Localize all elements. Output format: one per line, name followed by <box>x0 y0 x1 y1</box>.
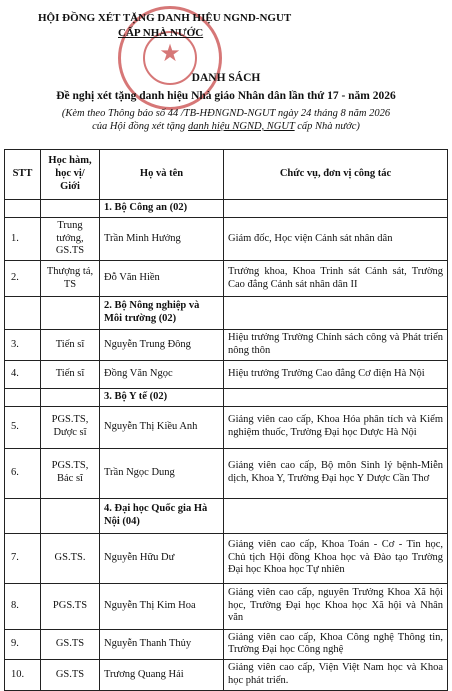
table-row <box>5 406 448 448</box>
row-degree: GS.TS <box>41 629 100 660</box>
reference-prefix: của Hội đồng xét tặng <box>92 121 189 132</box>
row-name: Đồng Văn Ngọc <box>100 360 224 388</box>
row-position: Giảng viên cao cấp, Khoa Toán - Cơ - Tin học, Chủ tịch Hội đồng Khoa học và Đào tạo Trường Đại học Khoa học Tự nhiên <box>224 533 448 583</box>
row-name: Nguyễn Thị Kim Hoa <box>100 583 224 629</box>
group-label: 4. Đại học Quốc gia Hà Nội (04) <box>100 498 224 533</box>
row-stt: 1. <box>5 217 41 260</box>
nominee-table <box>4 149 448 691</box>
group-empty-cell <box>5 498 41 533</box>
table-row <box>5 448 448 498</box>
row-stt: 6. <box>5 448 41 498</box>
group-label: 3. Bộ Y tế (02) <box>100 388 224 406</box>
row-degree: PGS.TS, Dược sĩ <box>41 406 100 448</box>
row-name: Trần Ngọc Dung <box>100 448 224 498</box>
row-name: Nguyễn Thị Kiều Anh <box>100 406 224 448</box>
row-name: Nguyễn Hữu Dư <box>100 533 224 583</box>
group-empty-cell <box>5 388 41 406</box>
col-header-degree: Học hàm, học vị/ Giới <box>41 150 100 200</box>
group-empty-cell <box>224 297 448 330</box>
state-seal-icon: ★ <box>118 6 222 110</box>
group-label: 2. Bộ Nông nghiệp và Môi trường (02) <box>100 297 224 330</box>
row-degree: Tiến sĩ <box>41 330 100 361</box>
row-position: Hiệu trưởng Trường Chính sách công và Phát triển nông thôn <box>224 330 448 361</box>
group-empty-cell <box>224 200 448 218</box>
row-stt: 7. <box>5 533 41 583</box>
group-empty-cell <box>224 498 448 533</box>
col-header-stt: STT <box>5 150 41 200</box>
table-row <box>5 583 448 629</box>
group-empty-cell <box>41 297 100 330</box>
row-stt: 9. <box>5 629 41 660</box>
row-degree: Thượng tá, TS <box>41 261 100 297</box>
row-name: Đỗ Văn Hiền <box>100 261 224 297</box>
reference-suffix: cấp Nhà nước) <box>294 121 360 132</box>
group-empty-cell <box>41 498 100 533</box>
row-position: Hiệu trưởng Trường Cao đẳng Cơ điện Hà Nội <box>224 360 448 388</box>
group-empty-cell <box>41 388 100 406</box>
row-degree: GS.TS. <box>41 533 100 583</box>
document-title: DANH SÁCH <box>191 72 261 84</box>
row-degree: PGS.TS <box>41 583 100 629</box>
reference-underlined: danh hiệu NGND, NGUT <box>188 121 295 132</box>
table-row <box>5 261 448 297</box>
group-empty-cell <box>224 388 448 406</box>
table-row <box>5 360 448 388</box>
document-subtitle: Đề nghị xét tặng danh hiệu Nhà giáo Nhân dân lần thứ 17 - năm 2026 <box>56 90 396 102</box>
col-header-name: Họ và tên <box>100 150 224 200</box>
row-stt: 5. <box>5 406 41 448</box>
table-body <box>5 200 448 691</box>
table-header-row <box>5 150 448 200</box>
reference-line2 <box>0 121 452 132</box>
row-stt: 2. <box>5 261 41 297</box>
row-stt: 10. <box>5 660 41 691</box>
table-row <box>5 217 448 260</box>
group-empty-cell <box>5 200 41 218</box>
row-position: Giảng viên cao cấp, Bộ môn Sinh lý bệnh-Miễn dịch, Khoa Y, Trường Đại học Y Dược Cần Thơ <box>224 448 448 498</box>
row-degree: PGS.TS, Bác sĩ <box>41 448 100 498</box>
table-row <box>5 629 448 660</box>
table-row <box>5 533 448 583</box>
row-name: Trương Quang Hải <box>100 660 224 691</box>
row-degree: GS.TS <box>41 660 100 691</box>
table-row <box>5 660 448 691</box>
row-name: Nguyễn Thanh Thủy <box>100 629 224 660</box>
row-degree: Tiến sĩ <box>41 360 100 388</box>
group-label: 1. Bộ Công an (02) <box>100 200 224 218</box>
table-row <box>5 330 448 361</box>
row-stt: 3. <box>5 330 41 361</box>
group-row <box>5 388 448 406</box>
row-stt: 4. <box>5 360 41 388</box>
group-empty-cell <box>41 200 100 218</box>
row-stt: 8. <box>5 583 41 629</box>
org-name-line2: CẤP NHÀ NƯỚC <box>118 27 204 39</box>
reference-line1: (Kèm theo Thông báo số 44 /TB-HĐNGND-NGUT ngày 24 tháng 8 năm 2026 <box>61 108 391 119</box>
row-position: Giám đốc, Học viện Cảnh sát nhân dân <box>224 217 448 260</box>
row-position: Giảng viên cao cấp, Khoa Hóa phân tích và Kiểm nghiệm thuốc, Trường Đại học Dược Hà Nội <box>224 406 448 448</box>
row-position: Giảng viên cao cấp, Viện Việt Nam học và Khoa học phát triển. <box>224 660 448 691</box>
group-empty-cell <box>5 297 41 330</box>
org-name-line1: HỘI ĐỒNG XÉT TẶNG DANH HIỆU NGND-NGUT <box>38 12 292 24</box>
col-header-position: Chức vụ, đơn vị công tác <box>224 150 448 200</box>
row-name: Nguyễn Trung Đông <box>100 330 224 361</box>
row-position: Giảng viên cao cấp, Khoa Công nghệ Thông tin, Trường Đại học Công nghệ <box>224 629 448 660</box>
row-position: Trưởng khoa, Khoa Trinh sát Cảnh sát, Trường Cao đẳng Cảnh sát nhân dân II <box>224 261 448 297</box>
group-row <box>5 297 448 330</box>
row-position: Giảng viên cao cấp, nguyên Trưởng Khoa Xã hội học, Trường Đại học Khoa học Xã hội và Nhân văn <box>224 583 448 629</box>
group-row <box>5 498 448 533</box>
group-row <box>5 200 448 218</box>
row-name: Trần Minh Hưởng <box>100 217 224 260</box>
row-degree: Trung tướng, GS.TS <box>41 217 100 260</box>
